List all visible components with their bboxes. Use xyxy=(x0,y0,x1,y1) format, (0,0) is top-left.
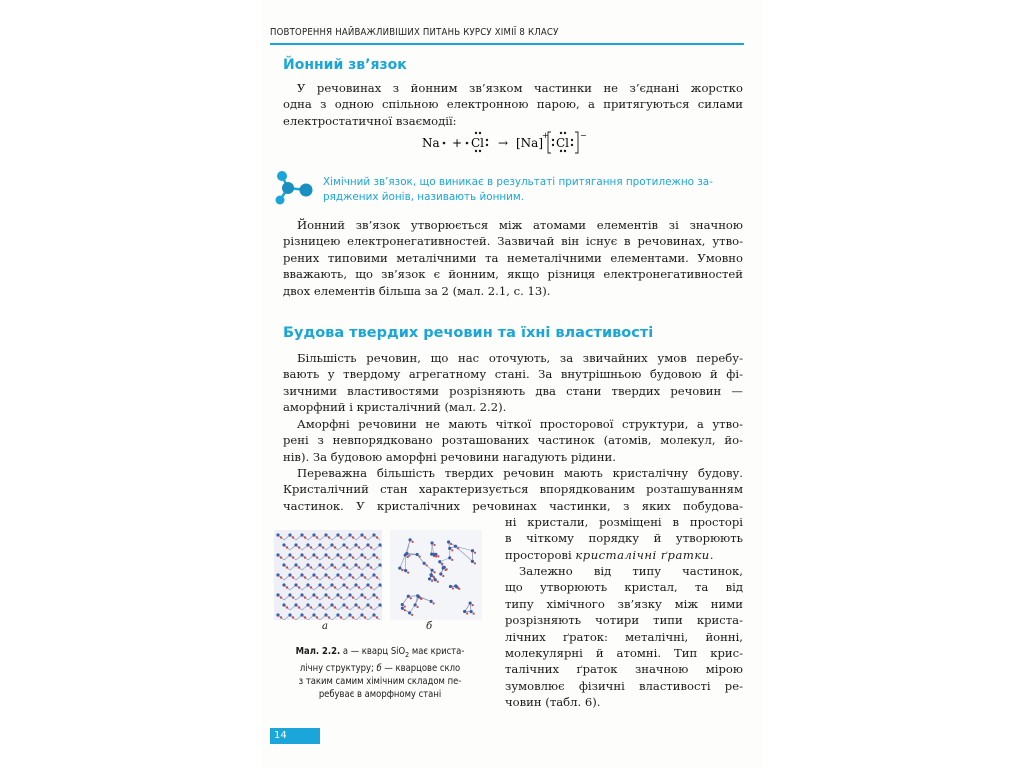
text-line: двох елементів більша за 2 (мал. 2.1, с. 13). xyxy=(283,283,551,298)
ionic-bond-formula xyxy=(418,128,618,156)
section-title-solids: Будова твердих речовин та їхні властивості xyxy=(283,325,654,341)
running-title: ПОВТОРЕННЯ НАЙВАЖЛИВІШИХ ПИТАНЬ КУРСУ ХІМІЇ 8 КЛАСУ xyxy=(270,27,559,38)
text-line: Переважна більшість твердих речовин мають кристалічну будову. xyxy=(297,466,743,480)
solids-paragraph-3 xyxy=(283,465,743,514)
text-line: Йонний зв’язок утворюється між атомами елементів зі значною xyxy=(297,218,743,232)
text-line: Залежно від типу частинок, xyxy=(519,564,743,578)
caption-subscript: 2 xyxy=(405,650,410,659)
header-rule xyxy=(270,43,744,45)
formula-na: Na xyxy=(422,136,440,150)
page-number: 14 xyxy=(270,728,320,744)
text-line: зичними властивостями розрізняють два стани твердих речовин — xyxy=(283,383,743,398)
molecule-icon xyxy=(270,168,316,208)
quartz-glass-image xyxy=(390,530,482,620)
text-line: Аморфні речовини не мають чіткої просторової структури, а утво- xyxy=(297,417,743,431)
text-line: талічних ґраток значною мірою xyxy=(505,662,743,677)
figure-caption xyxy=(272,645,488,701)
text-line: Більшість речовин, що нас оточують, за звичайних умов перебу- xyxy=(297,351,743,365)
section-title-ionic-bond: Йонний зв’язок xyxy=(283,57,407,73)
term-crystal-lattice: кристалічні ґратки xyxy=(575,547,710,562)
formula-plus: + xyxy=(452,136,463,150)
formula-arrow: → xyxy=(498,136,509,150)
molecule-icon-graphic xyxy=(270,168,316,208)
caption-figure-number: Мал. 2.2. xyxy=(295,646,341,657)
electron-dot xyxy=(466,142,469,145)
electron-dot xyxy=(475,132,477,134)
bracket-right xyxy=(575,132,578,153)
electron-dot xyxy=(560,132,562,134)
electron-dot xyxy=(486,144,488,146)
formula-na-ion: [Na] xyxy=(516,136,544,150)
definition-line: ряджених йонів, називають йонним. xyxy=(323,191,525,203)
figure-label-a: а xyxy=(322,621,328,632)
text-line: рених типовими металічними та неметалічними елементами. Умовно xyxy=(283,250,743,265)
caption-line: ребуває в аморфному стані xyxy=(318,688,442,700)
electron-dot xyxy=(475,150,477,152)
text-line: аморфний і кристалічний (мал. 2.2). xyxy=(283,400,507,415)
electron-dot xyxy=(552,139,554,141)
electron-dot xyxy=(571,144,573,146)
formula-cl-charge: − xyxy=(580,131,587,140)
text-line: одна з одною спільною електронною парою, а притягуються силами xyxy=(283,97,743,112)
solids-paragraph-2 xyxy=(283,416,743,465)
ionic-bond-body xyxy=(283,217,743,299)
figure-2-2 xyxy=(270,530,490,630)
caption-line: з таким самим хімічним складом пе- xyxy=(298,675,462,687)
figure-label-b: б xyxy=(426,621,433,632)
text-line: лічних ґраток: металічні, йонні, xyxy=(505,629,743,644)
text-line xyxy=(505,547,743,563)
text-line: нів). За будовою аморфні речовини нагадують рідини. xyxy=(283,449,616,464)
electron-dot xyxy=(564,132,566,134)
text-line: що утворюють кристал, та від xyxy=(505,580,743,595)
text-line: молекулярні й атомні. Тип крис- xyxy=(505,646,743,661)
text-line: різницею електронегативностей. Зазвичай він існує в речовинах, утво- xyxy=(283,234,743,249)
electron-dot xyxy=(479,132,481,134)
electron-dot xyxy=(479,150,481,152)
electron-dot xyxy=(564,150,566,152)
electron-dot xyxy=(486,139,488,141)
electron-dot xyxy=(552,144,554,146)
text-line: зумовлює фізичні властивості ре- xyxy=(505,678,743,693)
caption-line xyxy=(272,645,488,662)
text-line: ні кристали, розміщені в просторі xyxy=(505,515,743,529)
text-line: У речовинах з йонним зв’язком частинки не з’єднані жорстко xyxy=(297,81,743,95)
text-line: рені з невпорядковано розташованих частинок (атомів, молекул, йо- xyxy=(283,433,743,448)
text-line: човин (табл. 6). xyxy=(505,695,601,710)
definition-line: Хімічний зв’язок, що виникає в результаті притягання протилежно за- xyxy=(323,176,713,188)
electron-dot xyxy=(443,142,446,145)
crystalline-quartz-image xyxy=(274,530,382,620)
text-line: частинок. У кристалічних речовинах частинки, з яких побудова- xyxy=(283,498,743,513)
caption-line xyxy=(272,662,488,675)
text-line: Кристалічний стан характеризується впорядкованим розташуванням xyxy=(283,482,743,497)
text-fragment: просторові xyxy=(505,547,576,562)
electron-dot xyxy=(571,139,573,141)
caption-fragment: б xyxy=(376,662,382,674)
solids-paragraph-3-continued xyxy=(505,514,743,563)
text-line: в чіткому порядку й утворюють xyxy=(505,531,743,546)
solids-paragraph-4 xyxy=(505,563,743,711)
ionic-bond-intro xyxy=(283,80,743,129)
formula-cl-ion: Cl xyxy=(556,136,570,150)
text-fragment: . xyxy=(709,547,714,562)
formula-cl: Cl xyxy=(471,136,485,150)
caption-fragment: лічну структуру; xyxy=(299,662,377,674)
electron-dot xyxy=(560,150,562,152)
solids-paragraph-1 xyxy=(283,350,743,416)
caption-fragment: має криста- xyxy=(409,646,465,657)
text-line: вважають, що зв’язок є йонним, якщо різниця електронегативностей xyxy=(283,267,743,282)
ionic-bond-definition xyxy=(323,175,743,205)
formula-na-charge: + xyxy=(542,131,549,140)
text-line: електростатичної взаємодії: xyxy=(283,113,457,128)
caption-fragment: — кварцове скло xyxy=(381,662,461,674)
text-line: розрізняють чотири типи криста- xyxy=(505,613,743,628)
caption-fragment: а — кварц SiO xyxy=(340,646,406,657)
text-line: вають у твердому агрегатному стані. За внутрішньою будовою й фі- xyxy=(283,367,743,382)
formula-graphic xyxy=(418,128,618,156)
text-line: типу хімічного зв’язку між ними xyxy=(505,596,743,611)
